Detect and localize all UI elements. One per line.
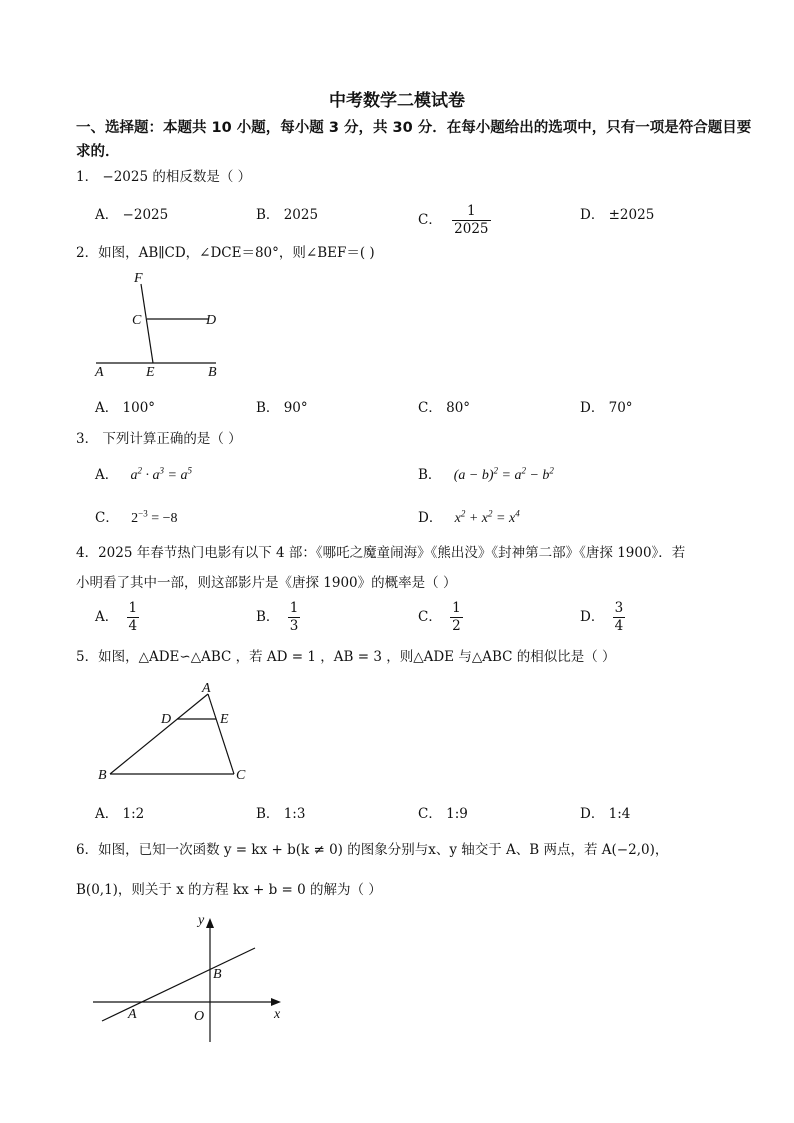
fraction-denominator: 4 bbox=[614, 618, 624, 634]
x-axis-arrow-icon bbox=[271, 998, 281, 1006]
label-a: A bbox=[128, 1007, 137, 1022]
fraction-numerator: 3 bbox=[614, 600, 624, 616]
label-c: C bbox=[236, 768, 246, 783]
q1-stem: 1． −2025 的相反数是（ ） bbox=[76, 169, 252, 185]
q3-option-a bbox=[95, 463, 192, 484]
q4-option-d-fraction bbox=[613, 600, 626, 635]
q3-option-d-label: D． bbox=[418, 510, 443, 526]
q1-option-a: A． −2025 bbox=[95, 207, 169, 223]
q5-option-d: D． 1:4 bbox=[580, 806, 631, 822]
label-b: B bbox=[98, 768, 107, 783]
q4-option-a-fraction bbox=[127, 600, 140, 635]
q3-option-c bbox=[95, 506, 178, 527]
q3-option-b-expression: $(a - b)^2 = a^2 - b^2$ bbox=[453, 465, 554, 483]
q1-option-c-label: C． bbox=[418, 212, 442, 228]
fraction-denominator: 4 bbox=[128, 618, 138, 634]
q2-option-a: A． 100° bbox=[95, 400, 156, 416]
q4-option-c bbox=[418, 600, 463, 635]
q5-figure bbox=[90, 676, 260, 788]
q6-figure bbox=[88, 908, 298, 1048]
q5-option-b: B． 1:3 bbox=[256, 806, 306, 822]
q5-stem: 5．如图，△ADE∽△ABC ，若 AD = 1 ，AB = 3 ，则△ADE 与△ABC 的相似比是（ ） bbox=[76, 649, 616, 665]
label-e: E bbox=[220, 712, 229, 727]
q3-stem: 3． 下列计算正确的是（ ） bbox=[76, 431, 242, 447]
section-header: 一、选择题：本题共 10 小题，每小题 3 分，共 30 分．在每小题给出的选项中，只有一项是符合题目要求的． bbox=[76, 120, 752, 160]
q5-option-c: C． 1:9 bbox=[418, 806, 468, 822]
q2-option-b: B． 90° bbox=[256, 400, 308, 416]
label-c: C bbox=[132, 313, 142, 328]
q3-option-b bbox=[418, 463, 554, 484]
q4-option-b bbox=[256, 600, 300, 635]
label-a: A bbox=[95, 365, 104, 380]
q3-option-c-expression: $2^{-3} = -8$ bbox=[131, 508, 178, 526]
q4-option-d-label: D． bbox=[580, 609, 605, 625]
q1-option-c bbox=[418, 203, 491, 238]
q2-stem: 2．如图，AB∥CD，∠DCE＝80°，则∠BEF＝( ) bbox=[76, 245, 375, 261]
q4-stem-line1: 4．2025 年春节热门电影有以下 4 部：《哪吒之魔童闹海》《熊出没》《封神第二部》《唐探 1900》．若 bbox=[76, 545, 686, 561]
q3-option-a-expression: $a^2 \cdot a^3 = a^5$ bbox=[130, 465, 192, 483]
fraction-denominator: 2025 bbox=[454, 221, 489, 237]
q2-option-c: C． 80° bbox=[418, 400, 471, 416]
q2-figure bbox=[88, 262, 228, 384]
q2-option-d: D． 70° bbox=[580, 400, 633, 416]
q6-stem-line2: B(0,1)，则关于 x 的方程 kx + b = 0 的解为（ ） bbox=[76, 882, 382, 898]
q1-option-c-fraction bbox=[452, 203, 490, 238]
q4-option-d bbox=[580, 600, 625, 635]
q6-stem-line1: 6．如图，已知一次函数 y = kx + b(k ≠ 0) 的图象分别与x、y 轴交于 A、B 两点，若 A(−2,0)， bbox=[76, 842, 669, 858]
linear-function-line bbox=[102, 948, 255, 1021]
label-f: F bbox=[134, 271, 143, 286]
transversal-line-ef bbox=[141, 284, 153, 363]
fraction-numerator: 1 bbox=[289, 600, 299, 616]
fraction-numerator: 1 bbox=[452, 600, 461, 616]
label-d: D bbox=[206, 313, 217, 328]
q4-option-b-fraction bbox=[288, 600, 301, 635]
q3-option-b-label: B． bbox=[418, 467, 442, 483]
label-d: D bbox=[161, 712, 172, 727]
y-axis-arrow-icon bbox=[206, 918, 214, 928]
fraction-numerator: 1 bbox=[467, 203, 476, 219]
q4-option-c-label: C． bbox=[418, 609, 442, 625]
side-ab bbox=[110, 694, 208, 774]
label-b: B bbox=[213, 967, 222, 982]
fraction-denominator: 3 bbox=[289, 618, 299, 634]
q4-option-c-fraction bbox=[450, 600, 463, 635]
label-o: O bbox=[194, 1009, 205, 1024]
label-b: B bbox=[208, 365, 217, 380]
label-e: E bbox=[146, 365, 155, 380]
q3-option-a-label: A． bbox=[95, 467, 119, 483]
q4-option-a bbox=[95, 600, 139, 635]
label-y: y bbox=[198, 913, 205, 928]
fraction-denominator: 2 bbox=[452, 618, 461, 634]
side-ac bbox=[208, 694, 234, 774]
q4-option-b-label: B． bbox=[256, 609, 280, 625]
q4-option-a-label: A． bbox=[95, 609, 119, 625]
q3-option-c-label: C． bbox=[95, 510, 119, 526]
label-a: A bbox=[202, 681, 211, 696]
q3-option-d-expression: $x^2 + x^2 = x^4$ bbox=[454, 508, 520, 526]
fraction-numerator: 1 bbox=[128, 600, 138, 616]
page-title: 中考数学二模试卷 bbox=[329, 91, 465, 111]
q1-option-b: B． 2025 bbox=[256, 207, 319, 223]
q1-option-d: D． ±2025 bbox=[580, 207, 655, 223]
q5-option-a: A． 1:2 bbox=[95, 806, 145, 822]
q3-option-d bbox=[418, 506, 520, 527]
q4-stem-line2: 小明看了其中一部，则这部影片是《唐探 1900》的概率是（ ） bbox=[76, 575, 457, 591]
label-x: x bbox=[274, 1007, 281, 1022]
